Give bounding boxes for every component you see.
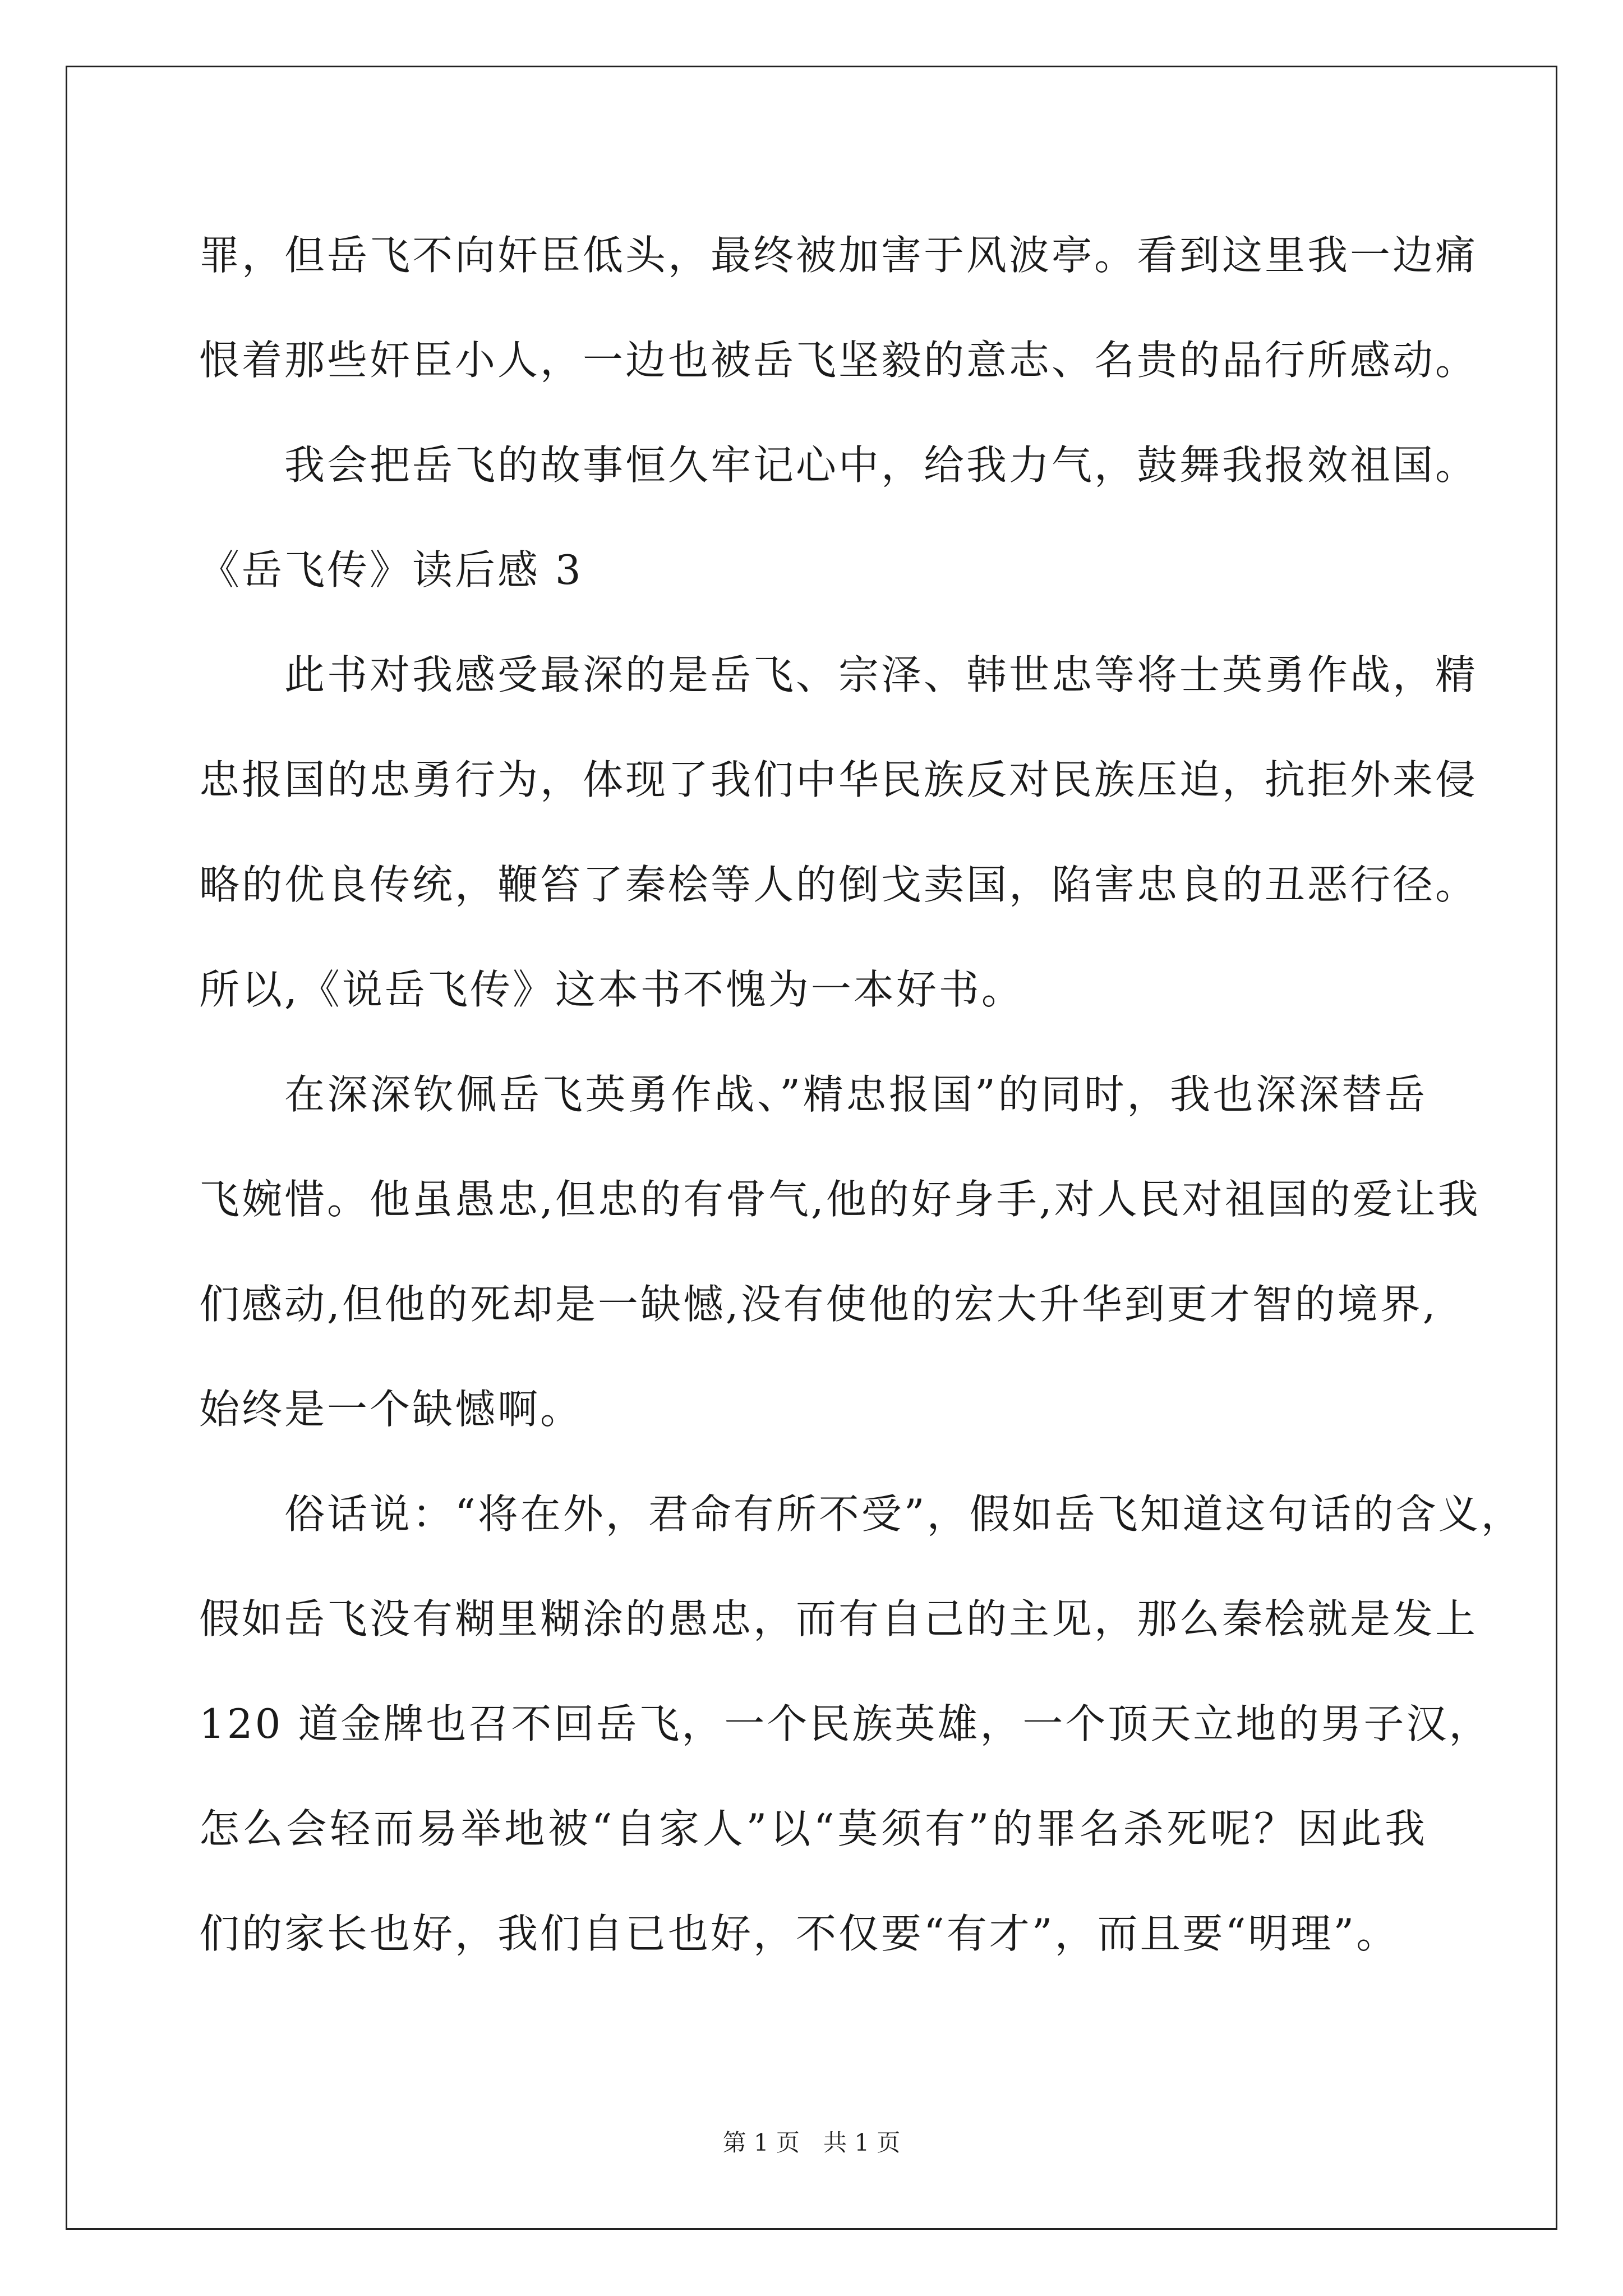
text-line: 怎么会轻而易举地被“自家人”以“莫须有”的罪名杀死呢？因此我 xyxy=(199,1805,1427,1852)
text-line: 俗话说：“将在外，君命有所不受”，假如岳飞知道这句话的含义， xyxy=(284,1490,1524,1538)
document-body xyxy=(199,213,1524,1996)
text-line: 飞婉惜。他虽愚忠,但忠的有骨气,他的好身手,对人民对祖国的爱让我 xyxy=(199,1176,1481,1223)
text-line: 始终是一个缺憾啊。 xyxy=(199,1386,583,1433)
page-number-footer: 第 1 页 共 1 页 xyxy=(722,2129,901,2156)
text-line: 略的优良传统，鞭笞了秦桧等人的倒戈卖国，陷害忠良的丑恶行径。 xyxy=(199,861,1478,908)
text-line: 120 道金牌也召不回岳飞，一个民族英雄，一个顶天立地的男子汉， xyxy=(199,1700,1492,1747)
text-line: 此书对我感受最深的是岳飞、宗泽、韩世忠等将士英勇作战，精 xyxy=(284,651,1478,698)
text-line: 恨着那些奸臣小人，一边也被岳飞坚毅的意志、名贵的品行所感动。 xyxy=(199,337,1478,384)
text-line: 们的家长也好，我们自已也好，不仅要“有才”，而且要“明理”。 xyxy=(199,1910,1399,1957)
text-line: 我会把岳飞的故事恒久牢记心中，给我力气，鼓舞我报效祖国。 xyxy=(284,441,1478,489)
text-line: 忠报国的忠勇行为，体现了我们中华民族反对民族压迫，抗拒外来侵 xyxy=(199,756,1478,803)
section-heading: 《岳飞传》读后感 3 xyxy=(199,546,583,593)
text-line: 所以,《说岳飞传》这本书不愧为一本好书。 xyxy=(199,966,1024,1013)
text-line: 罪，但岳飞不向奸臣低头，最终被加害于风波亭。看到这里我一边痛 xyxy=(199,232,1478,279)
text-line: 假如岳飞没有糊里糊涂的愚忠，而有自己的主见，那么秦桧就是发上 xyxy=(199,1595,1478,1642)
text-line: 们感动,但他的死却是一缺憾,没有使他的宏大升华到更才智的境界, xyxy=(199,1281,1438,1328)
text-line: 在深深钦佩岳飞英勇作战、”精忠报国”的同时，我也深深替岳 xyxy=(284,1071,1427,1118)
